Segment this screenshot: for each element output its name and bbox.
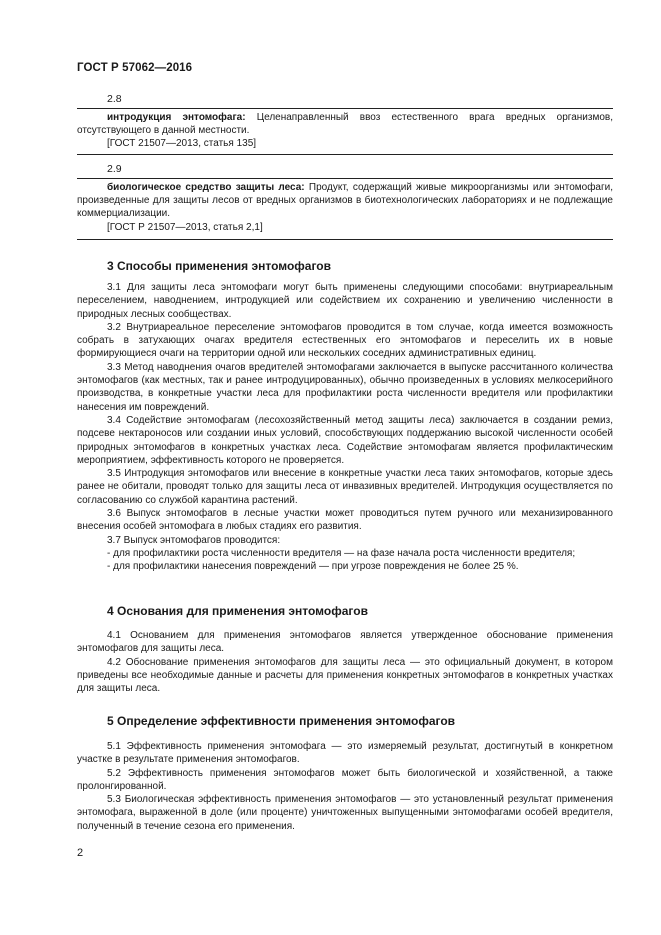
page-number: 2 xyxy=(77,847,84,859)
paragraph: 3.4 Содействие энтомофагам (лесохозяйственный метод защиты леса) заключается в создании ремиз, подсеве нектароносов или создании иных условий, способствующих поддержанию высокой численности особей природных энтомофагов в конкретных участках леса. Содействие энтомофагам является профилактическим мероприятием, эффективность которого не проверяется. xyxy=(77,414,613,466)
paragraph: 3.6 Выпуск энтомофагов в лесные участки может проводиться путем ручного или механизированного внесения особей энтомофага в любых стадиях его развития. xyxy=(77,508,613,533)
section-body xyxy=(77,281,613,574)
term-entry xyxy=(77,108,613,155)
term-source: [ГОСТ Р 21507—2013, статья 2,1] xyxy=(107,221,263,233)
paragraph: 3.5 Интродукция энтомофагов или внесение в конкретные участки леса таких энтомофагов, которые здесь ранее не обитали, проводят только для защиты леса от инвазивных вредителей. Интродукция осуществляется по согласованию со службой карантина растений. xyxy=(77,468,613,506)
paragraph: 3.1 Для защиты леса энтомофаги могут быть применены следующими способами: внутриареальным переселением, наводнением, интродукцией или содействием их сохранению и увеличению численности в природных лесных сообществах. xyxy=(77,282,613,320)
paragraph: 4.2 Обоснование применения энтомофагов для защиты леса — это официальный документ, в котором приведены все необходимые данные и расчеты для применения конкретных энтомофагов в конкретных участках для защиты леса. xyxy=(77,656,613,695)
term-name: интродукция энтомофага: xyxy=(107,112,246,123)
term-definition: Целенаправленный ввоз естественного врага вредных организмов, отсутствующего в данной местности. xyxy=(77,112,613,137)
section-title: 5 Определение эффективности применения энтомофагов xyxy=(107,714,456,728)
section-title: 4 Основания для применения энтомофагов xyxy=(107,604,368,618)
list-item: - для профилактики роста численности вредителя — на фазе начала роста численности вредителя; xyxy=(107,547,576,559)
list-item: - для профилактики нанесения повреждений — при угрозе повреждения не более 25 %. xyxy=(107,561,519,573)
term-name: биологическое средство защиты леса: xyxy=(107,182,305,193)
section-body xyxy=(77,629,613,695)
term-definition-line xyxy=(77,181,613,221)
document-header: ГОСТ Р 57062—2016 xyxy=(77,62,193,74)
term-number: 2.9 xyxy=(107,163,122,175)
paragraph: 5.3 Биологическая эффективность применения энтомофагов — это установленный результат применения энтомофага, выраженной в доле (или проценте) уничтоженных выпущенными энтомофагами особей вредителя, полученный в течение сезона его применения. xyxy=(77,794,613,832)
term-definition-line xyxy=(77,111,613,137)
term-entry xyxy=(77,178,613,240)
paragraph: 5.2 Эффективность применения энтомофагов может быть биологической и хозяйственной, а также пролонгированной. xyxy=(77,767,613,792)
section-title: 3 Способы применения энтомофагов xyxy=(107,259,332,273)
paragraph: 3.2 Внутриареальное переселение энтомофагов проводится в том случае, когда имеется возможность собрать в затухающих очагах вредителя естественных его энтомофагов и переселить их в новые формирующиеся очаги на территории одной или нескольких соседних административных единиц. xyxy=(77,321,613,360)
term-source: [ГОСТ 21507—2013, статья 135] xyxy=(107,138,257,150)
section-body xyxy=(77,740,613,833)
paragraph: 5.1 Эффективность применения энтомофага — это измеряемый результат, достигнутый в конкретном участке в результате применения энтомофагов. xyxy=(77,741,613,766)
term-number: 2.8 xyxy=(107,93,122,105)
paragraph: 3.7 Выпуск энтомофагов проводится: xyxy=(107,534,281,546)
paragraph: 4.1 Основанием для применения энтомофагов является утвержденное обоснование применения энтомофагов для защиты леса. xyxy=(77,630,613,655)
term-definition: Продукт, содержащий живые микроорганизмы или энтомофаги, произведенные для защиты лесов от вредных организмов в биотехнологических лабораториях и не подлежащие коммерциализации. xyxy=(77,182,613,220)
paragraph: 3.3 Метод наводнения очагов вредителей энтомофагами заключается в выпуске рассчитанного количества энтомофагов (как местных, так и ранее интродуцированных), обычно произведенных в условиях мелкосерийного производства, в конкретные участки леса для профилактики роста численности вредителя или профилактики нанесения им повреждений. xyxy=(77,361,613,413)
